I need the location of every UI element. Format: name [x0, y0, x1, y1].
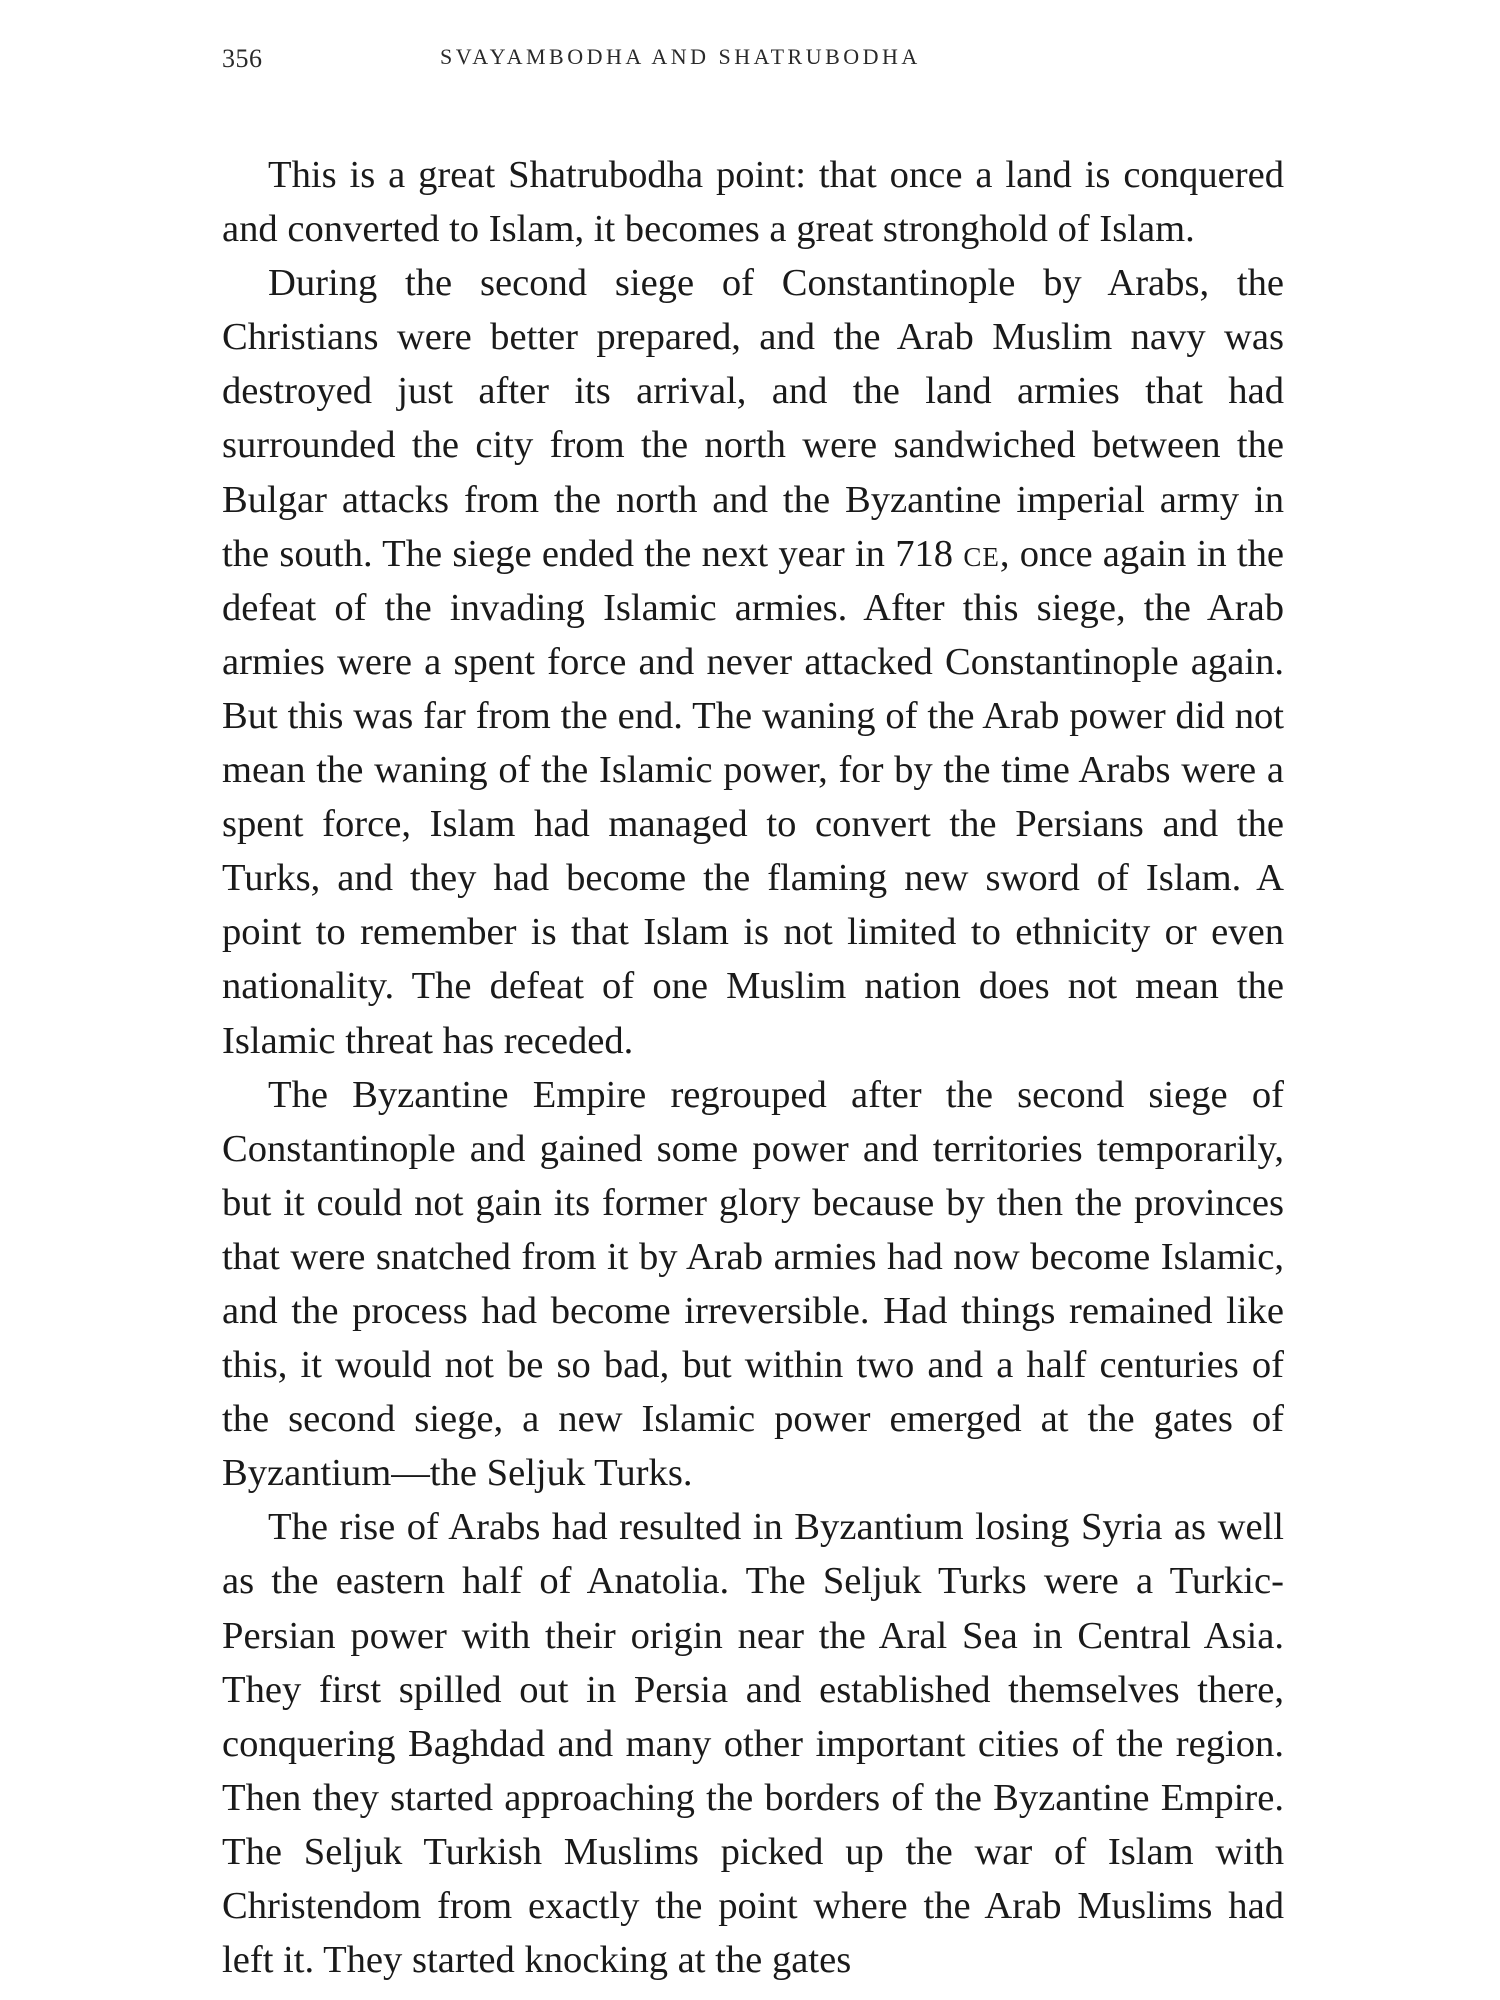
page-number: 356 — [222, 44, 263, 73]
body-text — [222, 148, 1284, 1987]
paragraph-1: This is a great Shatrubodha point: that once a land is conquered and converted to Islam, it becomes a great stronghold of Islam. — [222, 154, 1284, 251]
running-title: SVAYAMBODHA AND SHATRUBODHA — [440, 44, 921, 69]
running-head — [222, 38, 1284, 78]
paragraph-2 — [222, 256, 1284, 1067]
paragraph-3: The Byzantine Empire regrouped after the second siege of Constantinople and gained some power and territories temporarily, but it could not gain its former glory because by then the provinces that were snatched from it by Arab armies had now become Islamic, and the process had become irreversible. Had things remained like this, it would not be so bad, but within two and a half centuries of the second siege, a new Islamic power emerged at the gates of Byzantium—the Seljuk Turks. — [222, 1073, 1284, 1495]
paragraph-2-text-b: , once again in the defeat of the invading Islamic armies. After this siege, the Arab armies were a spent force and never attacked Constantinople again. But this was far from the end. The waning of the Arab power did not mean the waning of the Islamic power, for by the time Arabs were a spent force, Islam had managed to convert the Persians and the Turks, and they had become the flaming new sword of Islam. A point to remember is that Islam is not limited to ethnicity or even nationality. The defeat of one Muslim nation does not mean the Islamic threat has receded. — [222, 532, 1284, 1062]
paragraph-4: The rise of Arabs had resulted in Byzantium losing Syria as well as the eastern half of Anatolia. The Seljuk Turks were a Turkic-Persian power with their origin near the Aral Sea in Central Asia. They first spilled out in Persia and established themselves there, conquering Baghdad and many other important cities of the region. Then they started approaching the borders of the Byzantine Empire. The Seljuk Turkish Muslims picked up the war of Islam with Christendom from exactly the point where the Arab Muslims had left it. They started knocking at the gates — [222, 1506, 1284, 1982]
era-abbreviation: ce — [963, 532, 1000, 575]
paragraph-2-text-a: During the second siege of Constantinople by Arabs, the Christians were better prepared, and the Arab Muslim navy was destroyed just after its arrival, and the land armies that had surrounded the city from the north were sandwiched between the Bulgar attacks from the north and the Byzantine imperial army in the south. The siege ended the next year in 718 — [222, 262, 1284, 575]
